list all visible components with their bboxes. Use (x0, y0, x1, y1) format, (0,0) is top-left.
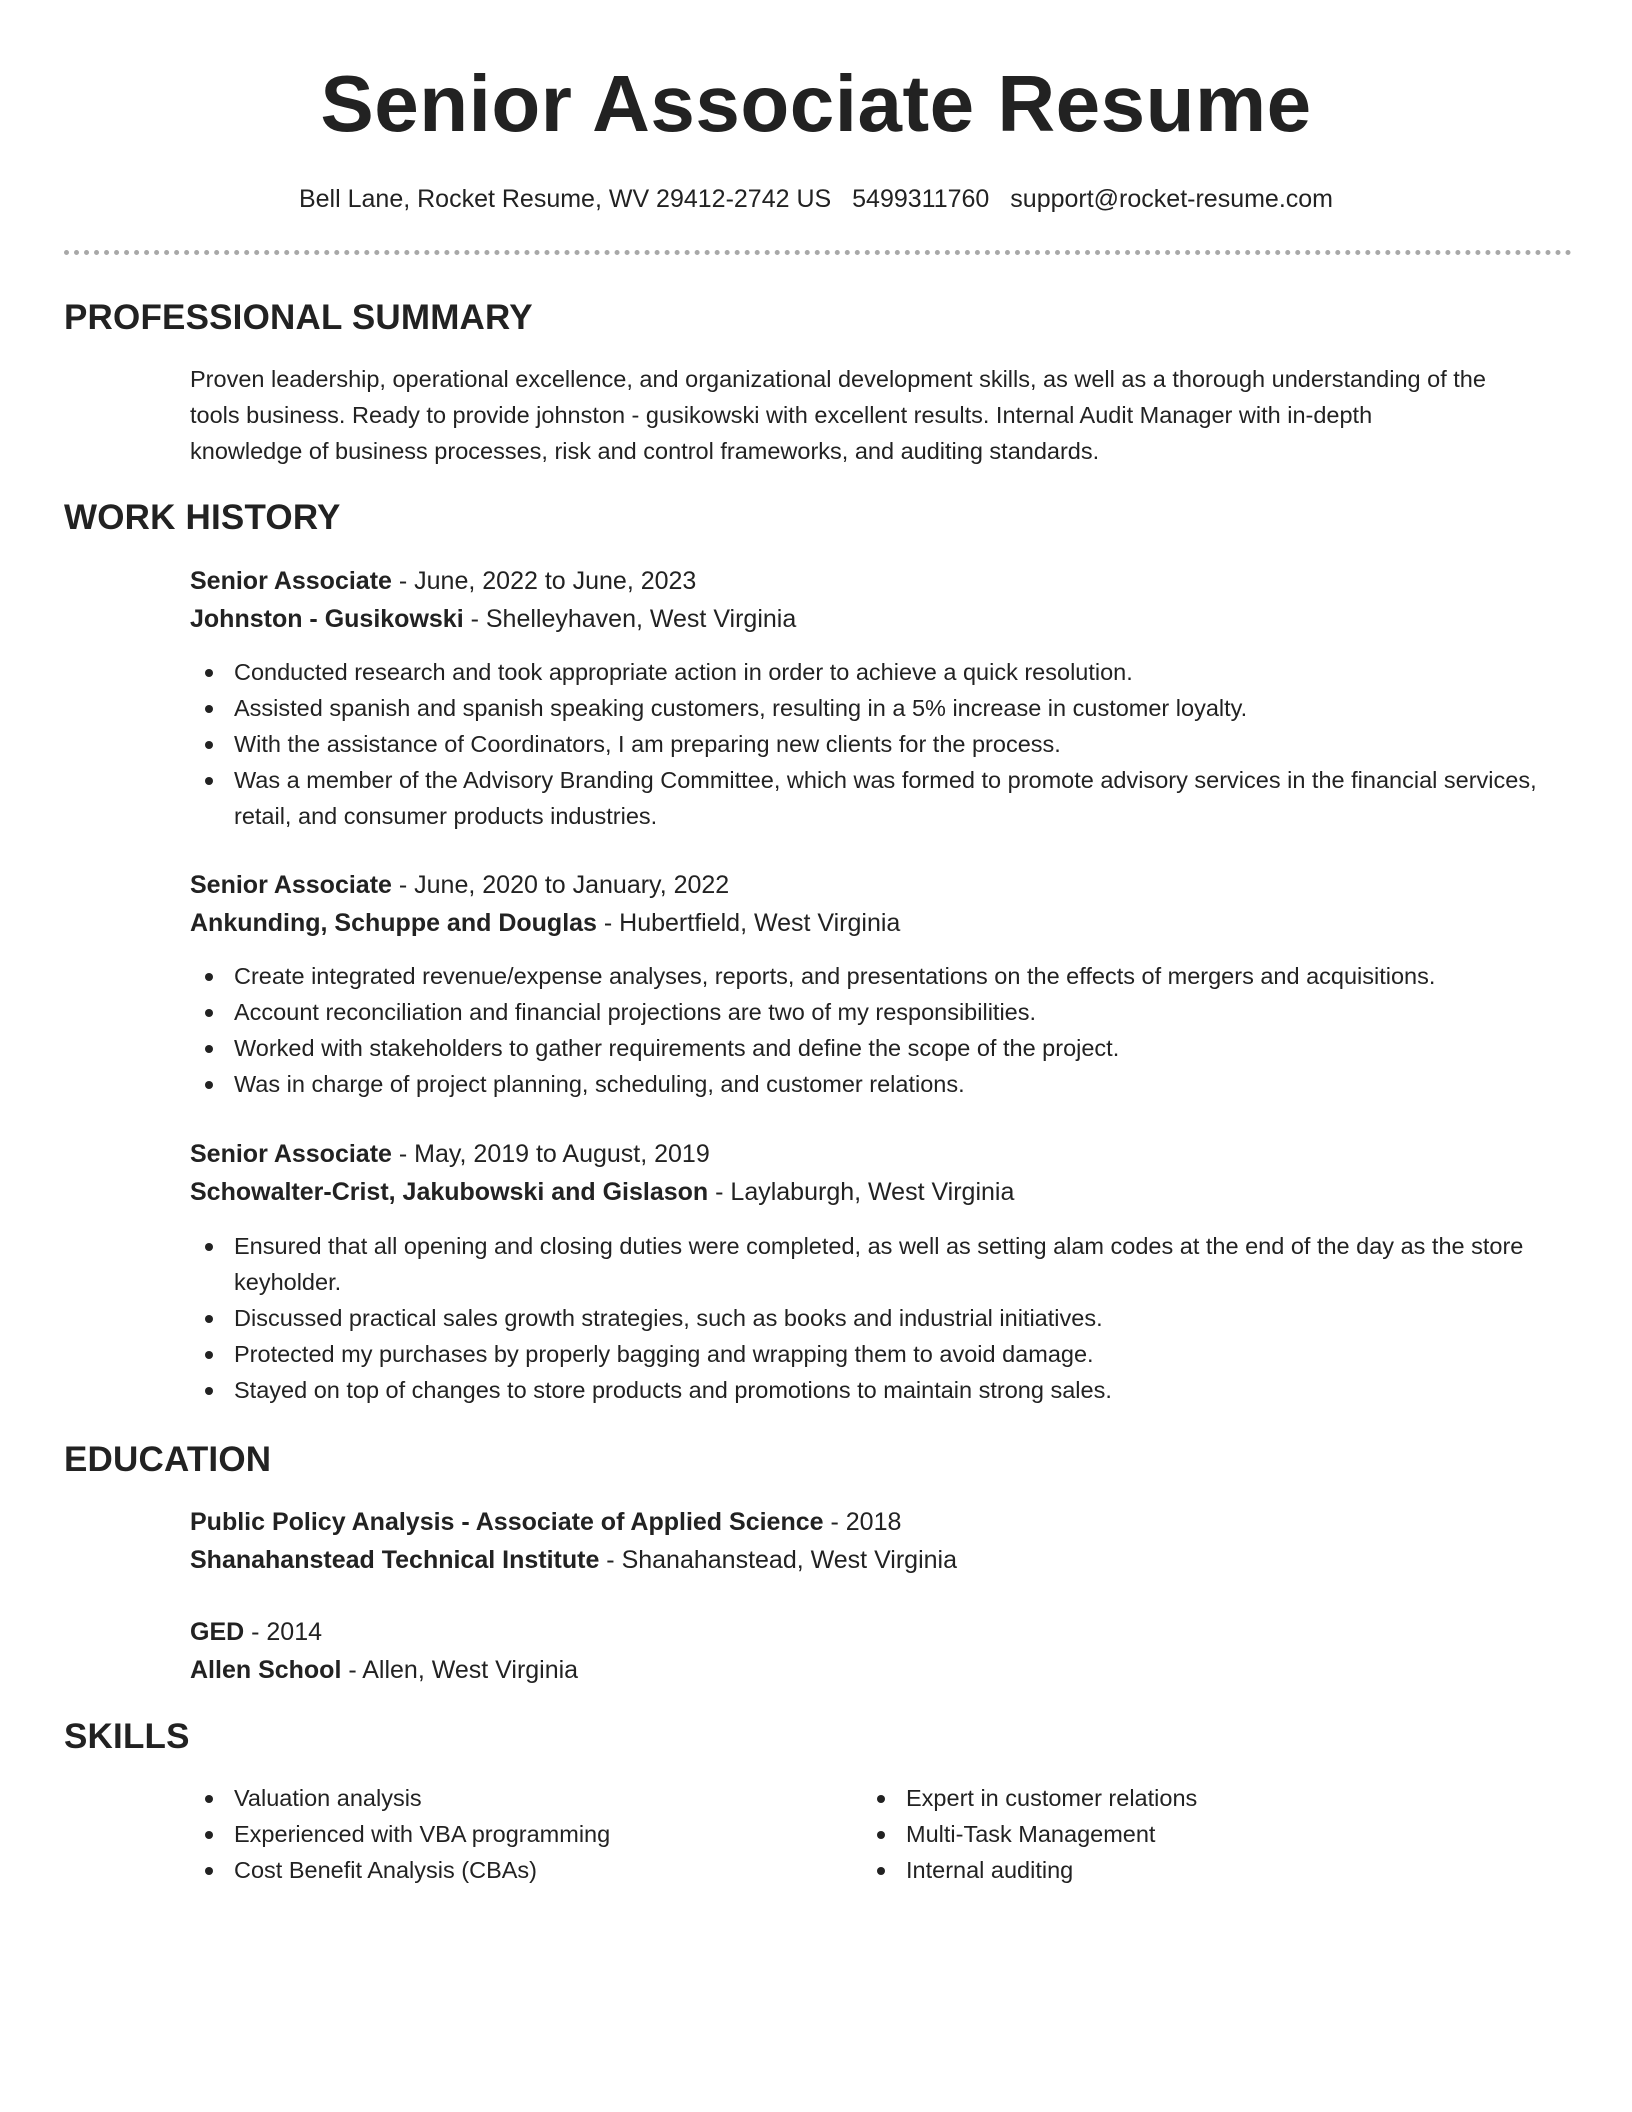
education-degree: Public Policy Analysis - Associate of Applied Science (190, 1508, 824, 1536)
education-school: Allen School (190, 1656, 342, 1684)
job-dates: - June, 2020 to January, 2022 (391, 871, 730, 899)
job-dates: - June, 2022 to June, 2023 (391, 567, 697, 595)
job-entry (190, 866, 1570, 942)
job-employer (190, 1173, 1570, 1211)
list-item: Assisted spanish and spanish speaking customers, resulting in a 5% increase in customer loyalty. (190, 690, 1572, 726)
job-company: Schowalter-Crist, Jakubowski and Gislason (190, 1178, 709, 1206)
list-item: Ensured that all opening and closing duties were completed, as well as setting alam codes at the end of the day as the store keyholder. (190, 1228, 1572, 1300)
education-heading (190, 1613, 1570, 1651)
job-location: - Laylaburgh, West Virginia (708, 1178, 1015, 1206)
job-bullets (190, 654, 1572, 834)
job-role: Senior Associate (190, 567, 392, 595)
list-item: With the assistance of Coordinators, I am preparing new clients for the process. (190, 726, 1572, 762)
section-title-work-history: WORK HISTORY (64, 498, 341, 537)
list-item: Was a member of the Advisory Branding Committee, which was formed to promote advisory services in the financial services, retail, and consumer products industries. (190, 762, 1572, 834)
job-heading (190, 866, 1570, 904)
contact-line (0, 182, 1632, 216)
education-location: - Shanahanstead, West Virginia (599, 1546, 957, 1574)
list-item: Worked with stakeholders to gather requirements and define the scope of the project. (190, 1030, 1572, 1066)
summary-line: Proven leadership, operational excellence, and organizational development skills, as well as a thorough understanding of the (190, 366, 1486, 392)
education-degree: GED (190, 1618, 245, 1646)
education-year: - 2018 (823, 1508, 902, 1536)
job-employer (190, 904, 1570, 942)
contact-address: Bell Lane, Rocket Resume, WV 29412-2742 US (298, 185, 832, 213)
contact-phone: 5499311760 (852, 185, 990, 213)
list-item: Was in charge of project planning, scheduling, and customer relations. (190, 1066, 1572, 1102)
job-role: Senior Associate (190, 871, 392, 899)
summary-line: tools business. Ready to provide johnston - gusikowski with excellent results. Internal Audit Manager with in-depth (190, 402, 1373, 428)
section-title-skills: SKILLS (64, 1717, 190, 1756)
job-entry (190, 1135, 1570, 1211)
header-divider (64, 250, 1572, 255)
skill-item: Valuation analysis (190, 1780, 840, 1816)
job-location: - Shelleyhaven, West Virginia (463, 605, 797, 633)
list-item: Stayed on top of changes to store products and promotions to maintain strong sales. (190, 1372, 1572, 1408)
education-year: - 2014 (244, 1618, 323, 1646)
job-location: - Hubertfield, West Virginia (596, 909, 901, 937)
job-company: Johnston - Gusikowski (190, 605, 464, 633)
education-entry (190, 1503, 1570, 1579)
skills-list-left (190, 1780, 840, 1888)
job-bullets (190, 1228, 1572, 1408)
contact-email: support@rocket-resume.com (1010, 185, 1334, 213)
summary-line: knowledge of business processes, risk and control frameworks, and auditing standards. (190, 438, 1100, 464)
job-role: Senior Associate (190, 1140, 392, 1168)
education-school-line (190, 1651, 1570, 1689)
summary-text (190, 361, 1570, 469)
skills-list-right (862, 1780, 1562, 1888)
list-item: Conducted research and took appropriate action in order to achieve a quick resolution. (190, 654, 1572, 690)
skill-item: Experienced with VBA programming (190, 1816, 840, 1852)
education-school-line (190, 1541, 1570, 1579)
education-entry (190, 1613, 1570, 1689)
list-item: Protected my purchases by properly bagging and wrapping them to avoid damage. (190, 1336, 1572, 1372)
list-item: Create integrated revenue/expense analyses, reports, and presentations on the effects of mergers and acquisitions. (190, 958, 1572, 994)
job-heading (190, 562, 1570, 600)
skill-item: Multi-Task Management (862, 1816, 1562, 1852)
list-item: Account reconciliation and financial projections are two of my responsibilities. (190, 994, 1572, 1030)
job-dates: - May, 2019 to August, 2019 (391, 1140, 710, 1168)
skill-item: Cost Benefit Analysis (CBAs) (190, 1852, 840, 1888)
section-title-education: EDUCATION (64, 1440, 272, 1479)
job-employer (190, 600, 1570, 638)
skill-item: Expert in customer relations (862, 1780, 1562, 1816)
resume-title: Senior Associate Resume (320, 59, 1312, 148)
job-bullets (190, 958, 1572, 1102)
education-heading (190, 1503, 1570, 1541)
job-entry (190, 562, 1570, 638)
education-school: Shanahanstead Technical Institute (190, 1546, 600, 1574)
skill-item: Internal auditing (862, 1852, 1562, 1888)
education-location: - Allen, West Virginia (341, 1656, 579, 1684)
list-item: Discussed practical sales growth strategies, such as books and industrial initiatives. (190, 1300, 1572, 1336)
job-company: Ankunding, Schuppe and Douglas (190, 909, 597, 937)
job-heading (190, 1135, 1570, 1173)
section-title-summary: PROFESSIONAL SUMMARY (64, 298, 533, 337)
